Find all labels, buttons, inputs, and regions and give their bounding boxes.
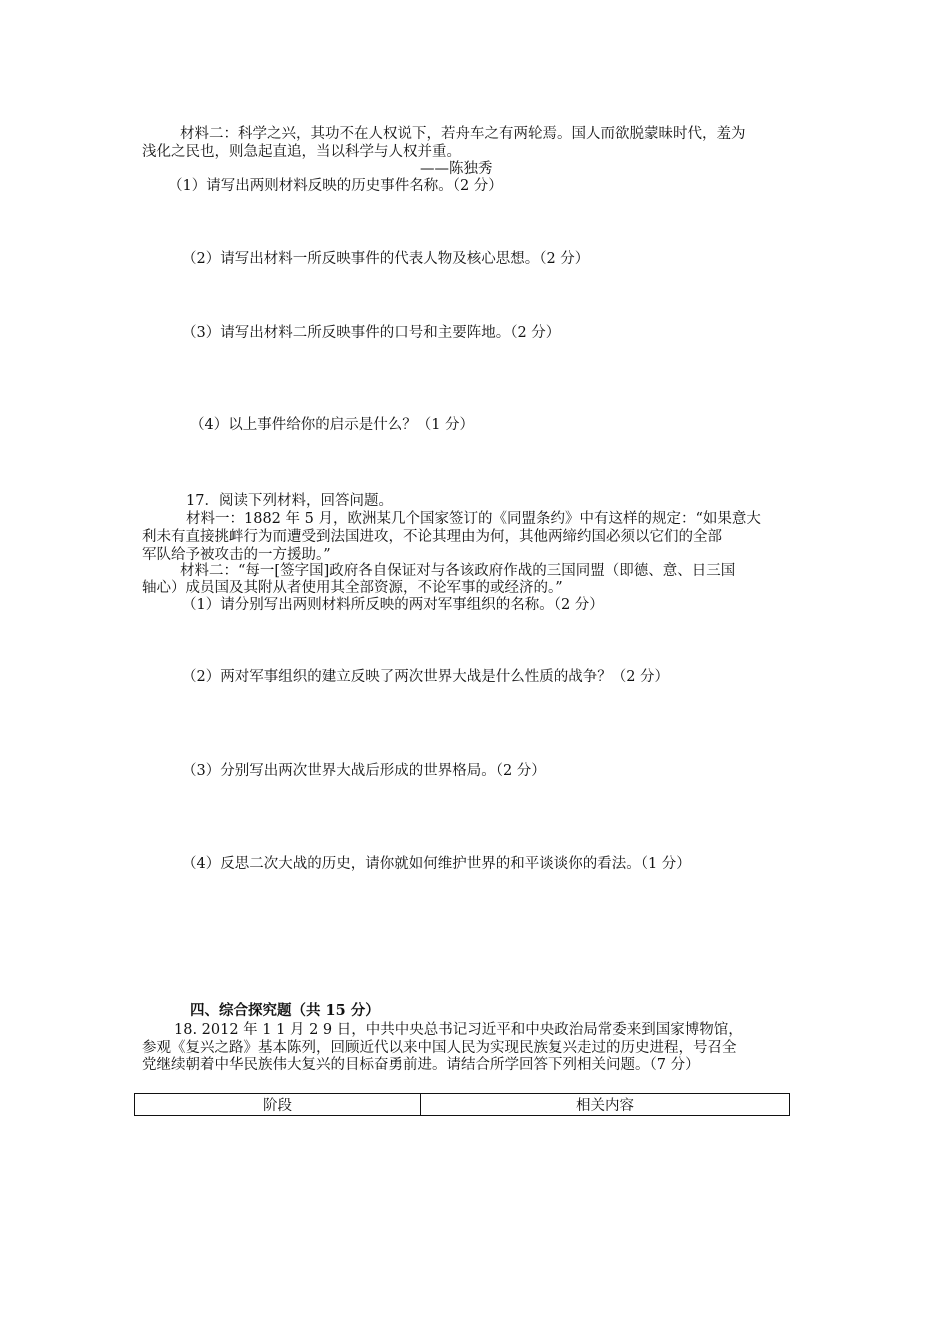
q17-sub1: （1）请分别写出两则材料所反映的两对军事组织的名称。（2 分） (182, 597, 604, 613)
q16-sub1: （1）请写出两则材料反映的历史事件名称。（2 分） (168, 178, 503, 194)
q17-sub4: （4）反思二次大战的历史，请你就如何维护世界的和平谈谈你的看法。（1 分） (182, 856, 691, 872)
q16-sub4: （4）以上事件给你的启示是什么？（1 分） (190, 417, 475, 433)
q17-title: 17．阅读下列材料，回答问题。 (186, 493, 393, 509)
q17-material1-line3: 军队给予被攻击的一方援助。” (142, 547, 331, 563)
q18-line3: 党继续朝着中华民族伟大复兴的目标奋勇前进。请结合所学回答下列相关问题。（7 分） (142, 1057, 700, 1073)
q16-attribution: ——陈独秀 (420, 161, 493, 177)
q16-material2-line2: 浅化之民也，则急起直追，当以科学与人权并重。 (142, 144, 461, 160)
q17-material2-line2: 轴心）成员国及其附从者使用其全部资源，不论军事的或经济的。” (142, 580, 563, 596)
q17-material1-line1: 材料一：1882 年 5 月，欧洲某几个国家签订的《同盟条约》中有这样的规定：“如果意大 (186, 511, 761, 527)
q17-sub3: （3）分别写出两次世界大战后形成的世界格局。（2 分） (182, 763, 546, 779)
q18-line2: 参观《复兴之路》基本陈列，回顾近代以来中国人民为实现民族复兴走过的历史进程，号召全 (142, 1040, 737, 1056)
table-header-stage: 阶段 (135, 1094, 421, 1116)
q16-sub2: （2）请写出材料一所反映事件的代表人物及核心思想。（2 分） (182, 251, 590, 267)
q16-sub3: （3）请写出材料二所反映事件的口号和主要阵地。（2 分） (182, 325, 561, 341)
q16-material2-line1: 材料二：科学之兴，其功不在人权说下，若舟车之有两轮焉。国人而欲脱蒙昧时代，羞为 (180, 126, 746, 142)
section4-heading: 四、综合探究题（共 15 分） (190, 1002, 380, 1019)
q17-material1-line2: 利未有直接挑衅行为而遭受到法国进攻，不论其理由为何，其他两缔约国必须以它们的全部 (142, 529, 722, 545)
q18-line1: 18. 2012 年 1 1 月 2 9 日，中共中央总书记习近平和中央政治局常委来到国家博物馆， (174, 1022, 743, 1038)
table-header-row (135, 1094, 790, 1116)
q17-material2-line1: 材料二：“每一[签字国]政府各自保证对与各该政府作战的三国同盟（即德、意、日三国 (180, 563, 736, 579)
table-header-content: 相关内容 (421, 1094, 790, 1116)
q17-sub2: （2）两对军事组织的建立反映了两次世界大战是什么性质的战争？（2 分） (182, 669, 670, 685)
stage-table (134, 1093, 790, 1116)
